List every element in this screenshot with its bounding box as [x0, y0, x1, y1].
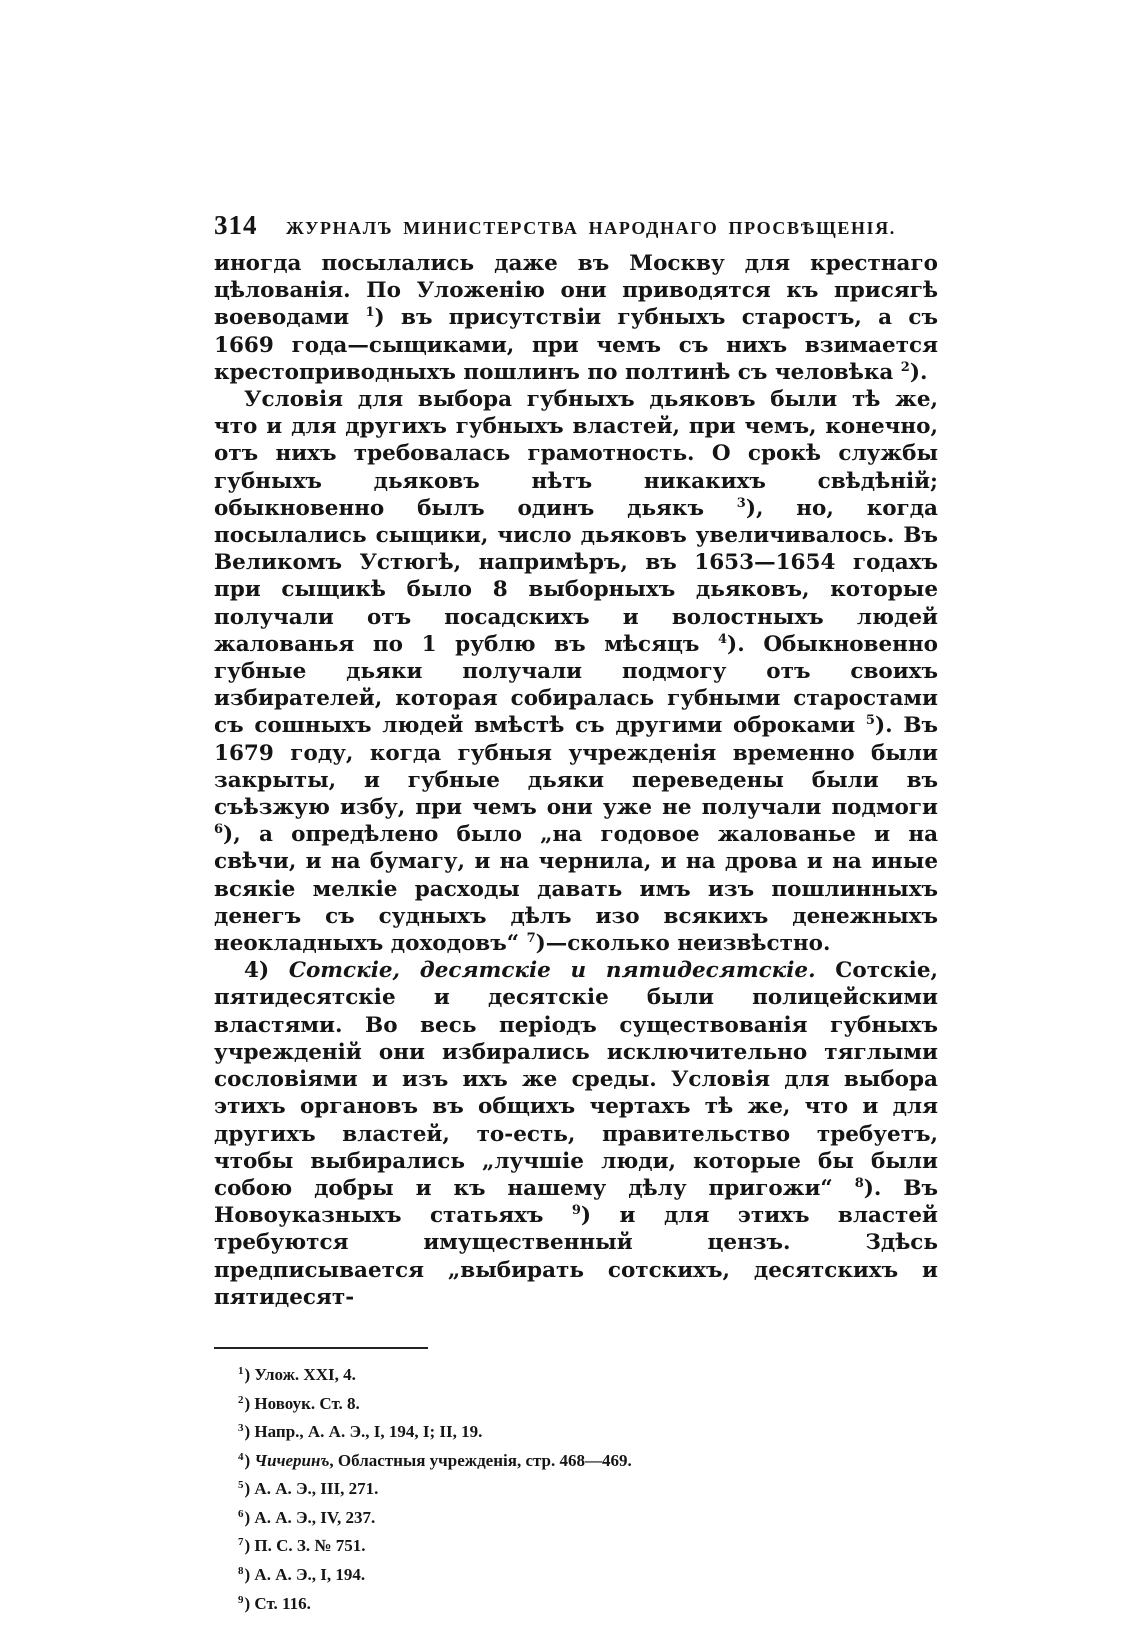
- footnote-item: [238, 1388, 938, 1417]
- paragraph-gubnye-dyaki: [214, 386, 938, 957]
- footnote-text: ) Улож. XXI, 4.: [244, 1364, 356, 1384]
- footnote-reference: 9: [571, 1203, 581, 1219]
- footnote-divider: [214, 1347, 428, 1349]
- footnote-text: ) А. А. Э., IV, 237.: [244, 1507, 376, 1527]
- text-run: 4): [244, 958, 289, 984]
- footnote-mark: 7: [238, 1536, 244, 1549]
- text-run: ). Въ Новоуказныхъ статьяхъ: [214, 1175, 938, 1229]
- footnote-item: [238, 1359, 938, 1388]
- footnote-reference: 1: [365, 305, 375, 321]
- journal-title: ЖУРНАЛЪ МИНИСТЕРСТВА НАРОДНАГО ПРОСВѢЩЕНІЯ.: [286, 218, 896, 238]
- footnote-reference: 6: [214, 822, 224, 838]
- footnote-reference: 4: [717, 631, 728, 647]
- footnote-item: [238, 1559, 938, 1588]
- footnote-item: [238, 1530, 938, 1559]
- footnote-item: [238, 1473, 938, 1502]
- footnote-mark: 5: [238, 1479, 244, 1492]
- footnote-mark: 9: [238, 1593, 244, 1606]
- footnote-mark: 8: [238, 1565, 244, 1578]
- footnote-mark: 6: [238, 1507, 244, 1520]
- footnote-text: ) Ст. 116.: [244, 1593, 311, 1613]
- footnote-reference: 3: [736, 495, 746, 511]
- footnote-reference: 2: [900, 359, 910, 375]
- footnote-text: ) А. А. Э., III, 271.: [244, 1479, 379, 1499]
- text-run: Сотскіе, пятидесятскіе и десятскіе были полицейскими властями. Во весь періодъ существованія губныхъ учрежденій они избирались исключительно тяглыми сословіями и изъ ихъ же среды. Условія для выбора этихъ органовъ въ общихъ чертахъ тѣ же, что и для другихъ властей, то-есть, правительство требуетъ, чтобы выбирались „лучшіе люди, которые бы были собою добры и къ нашему дѣлу пригожи“: [214, 958, 938, 1201]
- paragraph-sotskie: [214, 957, 938, 1311]
- footnote-reference: 8: [854, 1175, 864, 1191]
- footnote-item: [238, 1416, 938, 1445]
- text-run: ).: [909, 359, 928, 385]
- footnote-mark: 4: [238, 1450, 244, 1463]
- footnote-text: ) Напр., А. А. Э., I, 194, I; II, 19.: [244, 1422, 483, 1442]
- page-number: 314: [214, 210, 258, 240]
- footnote-item: [238, 1502, 938, 1531]
- paragraph-continuation: [214, 250, 938, 386]
- footnote-author: Чичеринъ: [254, 1450, 330, 1470]
- footnote-text: ): [244, 1450, 255, 1470]
- text-run: ), но, когда посылались сыщики, число дьяковъ увеличивалось. Въ Великомъ Устюгѣ, напримѣръ, въ 1653—1654 годахъ при сыщикѣ было 8 выборныхъ дьяковъ, которые получали отъ посадскихъ и волостныхъ людей жалованья по 1 рублю въ мѣсяцъ: [214, 495, 938, 657]
- text-run: ). Обыкновенно губные дьяки получали подмогу отъ своихъ избирателей, которая собиралась губными старостами съ сошныхъ людей вмѣстѣ съ другими оброками: [214, 631, 938, 739]
- text-run: ). Въ 1679 году, когда губныя учрежденія временно были закрыты, и губные дьяки переведены были въ съѣзжую избу, при чемъ они уже не получали подмоги: [214, 713, 938, 821]
- footnote-mark: 3: [238, 1422, 244, 1435]
- running-head: [214, 210, 938, 250]
- footnote-item: [238, 1445, 938, 1474]
- footnote-text: , Областныя учрежденія, стр. 468—469.: [329, 1450, 632, 1470]
- footnotes-list: [214, 1359, 938, 1616]
- book-page: [214, 210, 938, 1616]
- text-run: иногда посылались даже въ Москву для крестнаго цѣлованія. По Уложенію они приводятся къ присягѣ воеводами: [214, 251, 938, 331]
- footnote-text: ) Новоук. Ст. 8.: [244, 1393, 360, 1413]
- text-run: ) въ присутствіи губныхъ старостъ, а съ 1669 года—сыщиками, при чемъ съ нихъ взимается крестоприводныхъ пошлинъ по полтинѣ съ человѣка: [214, 305, 939, 385]
- footnote-text: ) А. А. Э., I, 194.: [244, 1565, 366, 1585]
- footnote-mark: 2: [238, 1393, 244, 1406]
- body-text: [214, 250, 938, 1311]
- text-run: ), а опредѣлено было „на годовое жалованье и на свѣчи, и на бумагу, и на чернила, и на дрова и на иные всякіе мелкіе расходы давать имъ изъ пошлинныхъ денегъ съ судныхъ дѣлъ изо всякихъ денежныхъ неокладныхъ доходовъ“: [214, 822, 938, 957]
- text-run: ) и для этихъ властей требуются имущественный цензъ. Здѣсь предписывается „выбирать сотскихъ, десятскихъ и пятидесят-: [214, 1203, 938, 1310]
- text-run: Условія для выбора губныхъ дьяковъ были тѣ же, что и для другихъ губныхъ властей, при чемъ, конечно, отъ нихъ требовалась грамотность. О срокѣ службы губныхъ дьяковъ нѣтъ никакихъ свѣдѣній; обыкновенно былъ одинъ дьякъ: [214, 387, 938, 521]
- footnote-text: ) П. С. З. № 751.: [244, 1536, 366, 1556]
- footnote-reference: 5: [865, 713, 875, 729]
- footnote-reference: 7: [526, 931, 536, 947]
- footnote-mark: 1: [238, 1364, 244, 1377]
- section-heading: Сотскіе, десятскіе и пятидесятскіе.: [288, 958, 816, 984]
- footnote-item: [238, 1588, 938, 1617]
- text-run: )—сколько неизвѣстно.: [535, 931, 831, 957]
